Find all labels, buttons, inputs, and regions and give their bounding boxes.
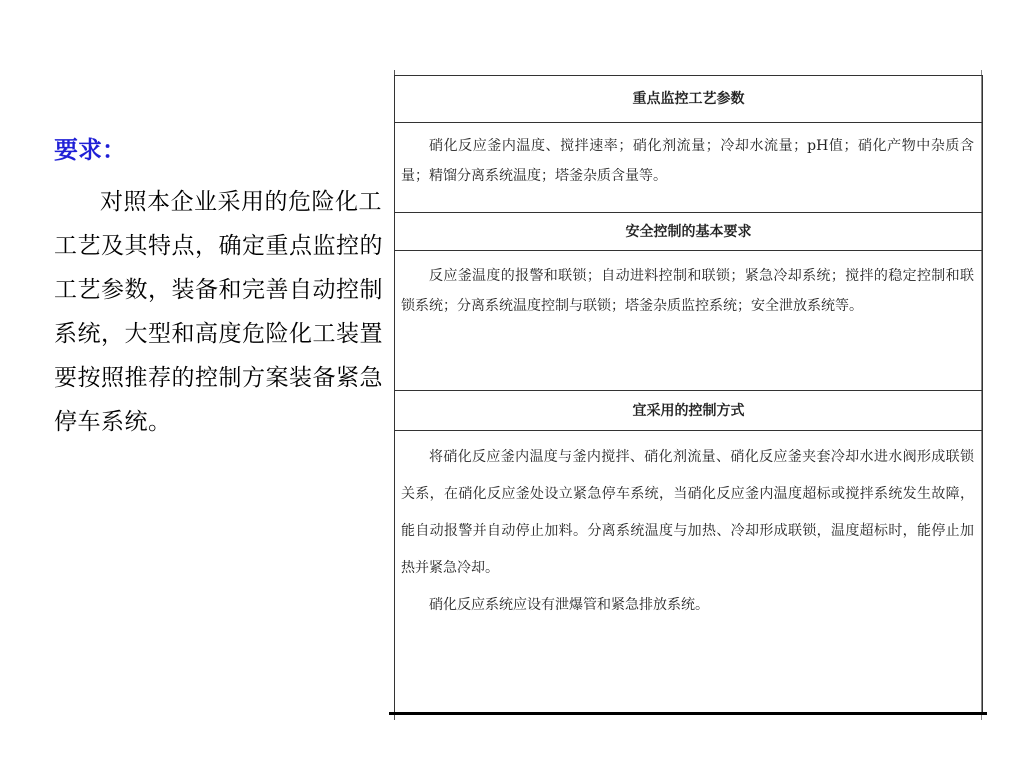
requirements-heading: 要求： xyxy=(54,136,126,164)
section-text-control-method xyxy=(395,431,982,626)
control-method-paragraph: 将硝化反应釜内温度与釜内搅拌、硝化剂流量、硝化反应釜夹套冷却水进水阀形成联锁关系，在硝化反应釜处设立紧急停车系统，当硝化反应釜内温度超标或搅拌系统发生故障，能自动报警并自动停止加料。分离系统温度与加热、冷却形成联锁，温度超标时，能停止加热并紧急冷却。 xyxy=(401,449,974,576)
section-title-control-method: 宜采用的控制方式 xyxy=(395,391,982,431)
requirements-body: 对照本企业采用的危险化工工艺及其特点，确定重点监控的工艺参数，装备和完善自动控制系统，大型和高度危险化工装置要按照推荐的控制方案装备紧急停车系统。 xyxy=(54,189,383,435)
process-parameter-table xyxy=(394,75,983,714)
section-text-safety-requirements: 反应釜温度的报警和联锁；自动进料控制和联锁；紧急冷却系统；搅拌的稳定控制和联锁系统；分离系统温度控制与联锁；塔釜杂质监控系统；安全泄放系统等。 xyxy=(395,251,982,391)
section-text-monitoring: 硝化反应釜内温度、搅拌速率；硝化剂流量；冷却水流量；pH值；硝化产物中杂质含量；精馏分离系统温度；塔釜杂质含量等。 xyxy=(395,123,982,213)
section-title-monitoring: 重点监控工艺参数 xyxy=(395,76,982,123)
control-method-paragraph: 硝化反应系统应设有泄爆管和紧急排放系统。 xyxy=(429,597,709,613)
section-title-safety-requirements: 安全控制的基本要求 xyxy=(395,213,982,251)
table-bottom-border xyxy=(389,712,987,715)
